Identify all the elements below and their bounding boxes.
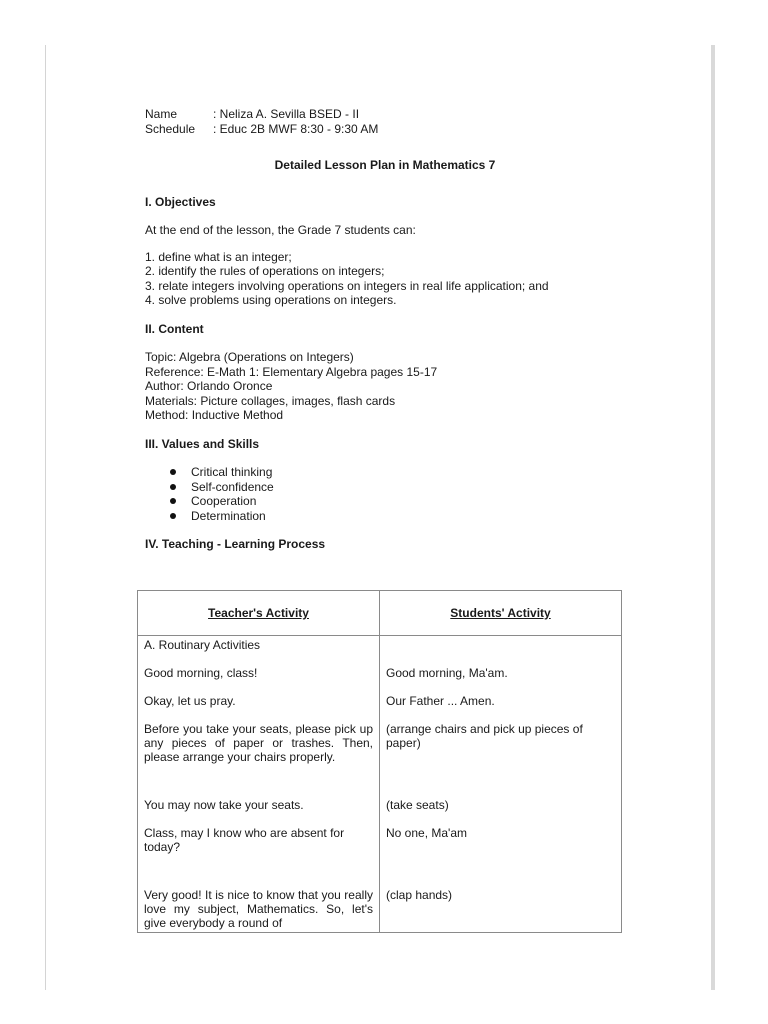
schedule-value: : Educ 2B MWF 8:30 - 9:30 AM (213, 121, 379, 136)
objectives-heading: I. Objectives (145, 194, 216, 209)
content-line: Materials: Picture collages, images, flash cards (145, 393, 396, 408)
table-header-row (138, 591, 622, 636)
schedule-row (145, 122, 625, 137)
student-line: No one, Ma'am (386, 826, 467, 840)
objective-item: 2. identify the rules of operations on integers; (145, 264, 385, 278)
content-list (145, 350, 625, 423)
objective-item: 1. define what is an integer; (145, 249, 292, 264)
document-title: Detailed Lesson Plan in Mathematics 7 (274, 158, 496, 172)
lesson-table (137, 590, 622, 933)
section-label: A. Routinary Activities (144, 638, 261, 652)
objective-item: 4. solve problems using operations on integers. (145, 293, 397, 307)
teacher-column-header: Teacher's Activity (138, 591, 380, 636)
name-value: : Neliza A. Sevilla BSED - II (213, 107, 360, 121)
teacher-line: Okay, let us pray. (144, 694, 236, 708)
teacher-line: Class, may I know who are absent for today? (144, 826, 345, 854)
objectives-list (145, 250, 625, 308)
content-line: Topic: Algebra (Operations on Integers) (145, 350, 354, 364)
content-line: Method: Inductive Method (145, 408, 284, 422)
values-item: Determination (145, 509, 625, 524)
objective-item: 3. relate integers involving operations on integers in real life application; and (145, 278, 549, 293)
content-line: Reference: E-Math 1: Elementary Algebra pages 15-17 (145, 364, 438, 379)
document-page (145, 107, 625, 566)
student-line: Good morning, Ma'am. (386, 666, 508, 680)
student-line: (arrange chairs and pick up pieces of paper) (386, 722, 583, 750)
scrollbar-track[interactable] (711, 45, 715, 990)
values-item: Cooperation (145, 494, 625, 509)
content-line: Author: Orlando Oronce (145, 379, 273, 393)
values-heading: III. Values and Skills (145, 436, 260, 451)
name-label: Name (145, 107, 178, 121)
teacher-line: Very good! It is nice to know that you really love my subject, Mathematics. So, let's give everybody a round of (144, 888, 373, 930)
process-heading: IV. Teaching - Learning Process (145, 537, 326, 551)
table-row (138, 636, 622, 933)
student-line: (clap hands) (386, 888, 453, 902)
objectives-intro: At the end of the lesson, the Grade 7 students can: (145, 223, 416, 237)
student-line: Our Father ... Amen. (386, 694, 495, 708)
teacher-line: Good morning, class! (144, 666, 258, 680)
student-line: (take seats) (386, 798, 449, 812)
student-column-header: Students' Activity (380, 591, 622, 636)
page-left-edge (45, 45, 46, 990)
teacher-line: You may now take your seats. (144, 798, 304, 812)
content-heading: II. Content (145, 321, 204, 336)
schedule-label: Schedule (145, 121, 196, 136)
teacher-line: Before you take your seats, please pick up any pieces of paper or trashes. Then, please arrange your chairs properly. (144, 722, 373, 764)
student-cell (380, 636, 622, 933)
values-item: Critical thinking (145, 465, 625, 480)
teacher-cell (138, 636, 380, 933)
values-list (145, 465, 625, 523)
values-item: Self-confidence (145, 480, 625, 495)
name-row (145, 107, 625, 122)
